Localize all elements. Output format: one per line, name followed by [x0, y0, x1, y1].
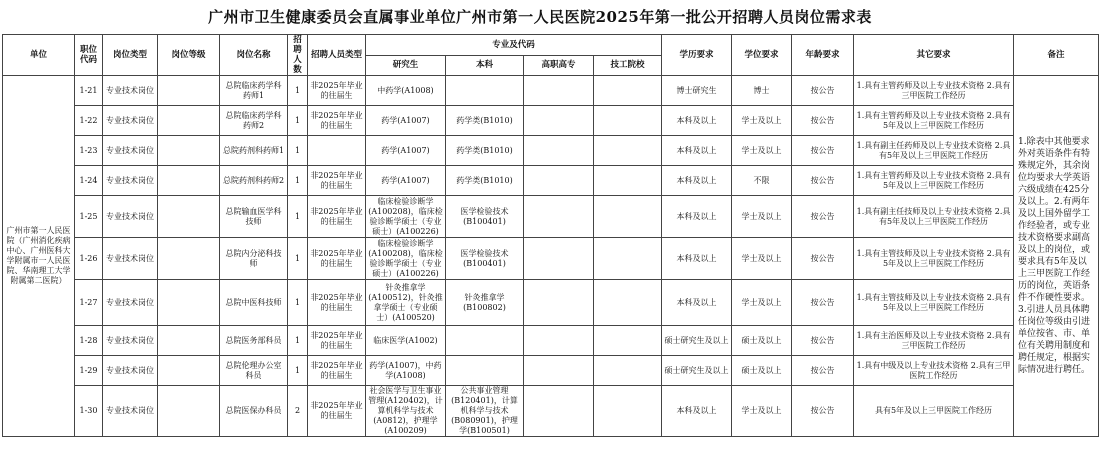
degree-cell: 学士及以上 [732, 196, 792, 238]
header-other: 其它要求 [854, 35, 1014, 76]
header-education: 学历要求 [662, 35, 732, 76]
education-cell: 硕士研究生及以上 [662, 356, 732, 386]
age-cell: 按公告 [792, 136, 854, 166]
undergrad-major-cell [446, 326, 524, 356]
graduate-major-cell: 药学(A1007) [366, 136, 446, 166]
post-name-cell: 总院医务部科员 [220, 326, 288, 356]
degree-cell: 学士及以上 [732, 106, 792, 136]
count-cell: 2 [288, 386, 308, 437]
degree-cell: 不限 [732, 166, 792, 196]
header-degree: 学位要求 [732, 35, 792, 76]
other-requirement-cell: 1.具有主管药师及以上专业技术资格 2.具有三甲医院工作经历 [854, 76, 1014, 106]
undergrad-major-cell: 针灸推拿学(B100802) [446, 280, 524, 326]
header-post-type: 岗位类型 [103, 35, 158, 76]
code-cell: 1-23 [75, 136, 103, 166]
technical-major-cell [594, 326, 662, 356]
education-cell: 本科及以上 [662, 166, 732, 196]
remark-cell: 1.除表中其他要求外对英语条件有特殊规定外，其余岗位均要求大学英语六级成绩在425分及以上。2.有两年及以上国外留学工作经验者，或专业技术资格要求副高及以上的岗位，或要求具有5年及以上三甲医院工作经历的岗位，英语条件不作硬性要求。3.引进人员具体聘任岗位等级由引进单位按省、市、单位有关聘用制度和聘任规定，根据实际情况进行聘任。 [1014, 76, 1099, 437]
post-type-cell: 专业技术岗位 [103, 238, 158, 280]
candidate-type-cell: 非2025年毕业的往届生 [308, 196, 366, 238]
education-cell: 本科及以上 [662, 386, 732, 437]
header-unit: 单位 [3, 35, 75, 76]
vocational-major-cell [524, 356, 594, 386]
table-row [3, 166, 1099, 196]
count-cell: 1 [288, 106, 308, 136]
age-cell: 按公告 [792, 238, 854, 280]
education-cell: 硕士研究生及以上 [662, 326, 732, 356]
count-cell: 1 [288, 356, 308, 386]
code-cell: 1-27 [75, 280, 103, 326]
count-cell: 1 [288, 76, 308, 106]
header-technical: 技工院校 [594, 55, 662, 76]
count-cell: 1 [288, 238, 308, 280]
graduate-major-cell: 社会医学与卫生事业管理(A120402)，计算机科学与技术(A0812)，护理学(A100209) [366, 386, 446, 437]
age-cell: 按公告 [792, 356, 854, 386]
degree-cell: 硕士及以上 [732, 356, 792, 386]
technical-major-cell [594, 196, 662, 238]
degree-cell: 博士 [732, 76, 792, 106]
age-cell: 按公告 [792, 76, 854, 106]
post-type-cell: 专业技术岗位 [103, 356, 158, 386]
graduate-major-cell: 中药学(A1008) [366, 76, 446, 106]
candidate-type-cell: 非2025年毕业的往届生 [308, 386, 366, 437]
education-cell: 博士研究生 [662, 76, 732, 106]
candidate-type-cell [308, 136, 366, 166]
undergrad-major-cell: 药学类(B1010) [446, 136, 524, 166]
candidate-type-cell: 非2025年毕业的往届生 [308, 280, 366, 326]
graduate-major-cell: 药学(A1007)，中药学(A1008) [366, 356, 446, 386]
post-name-cell: 总院临床药学科药师1 [220, 76, 288, 106]
post-type-cell: 专业技术岗位 [103, 76, 158, 106]
post-name-cell: 总院中医科技师 [220, 280, 288, 326]
count-cell: 1 [288, 166, 308, 196]
header-post-name: 岗位名称 [220, 35, 288, 76]
vocational-major-cell [524, 280, 594, 326]
code-cell: 1-30 [75, 386, 103, 437]
count-cell: 1 [288, 326, 308, 356]
vocational-major-cell [524, 136, 594, 166]
technical-major-cell [594, 136, 662, 166]
technical-major-cell [594, 238, 662, 280]
candidate-type-cell: 非2025年毕业的往届生 [308, 76, 366, 106]
other-requirement-cell: 1.具有主管药师及以上专业技术资格 2.具有5年及以上三甲医院工作经历 [854, 166, 1014, 196]
graduate-major-cell: 药学(A1007) [366, 106, 446, 136]
vocational-major-cell [524, 196, 594, 238]
post-name-cell: 总院临床药学科药师2 [220, 106, 288, 136]
age-cell: 按公告 [792, 386, 854, 437]
header-post-level: 岗位等级 [158, 35, 220, 76]
code-cell: 1-22 [75, 106, 103, 136]
candidate-type-cell: 非2025年毕业的往届生 [308, 106, 366, 136]
code-cell: 1-21 [75, 76, 103, 106]
post-level-cell [158, 196, 220, 238]
education-cell: 本科及以上 [662, 196, 732, 238]
header-code: 职位代码 [75, 35, 103, 76]
age-cell: 按公告 [792, 326, 854, 356]
other-requirement-cell: 1.具有主管技师及以上专业技术资格 2.具有5年及以上三甲医院工作经历 [854, 280, 1014, 326]
post-name-cell: 总院药剂科药师2 [220, 166, 288, 196]
other-requirement-cell: 具有5年及以上三甲医院工作经历 [854, 386, 1014, 437]
vocational-major-cell [524, 386, 594, 437]
education-cell: 本科及以上 [662, 136, 732, 166]
age-cell: 按公告 [792, 280, 854, 326]
vocational-major-cell [524, 106, 594, 136]
technical-major-cell [594, 76, 662, 106]
header-vocational: 高职高专 [524, 55, 594, 76]
undergrad-major-cell [446, 356, 524, 386]
count-cell: 1 [288, 196, 308, 238]
undergrad-major-cell [446, 76, 524, 106]
graduate-major-cell: 临床检验诊断学(A100208)，临床检验诊断学硕士（专业硕士）(A100226) [366, 196, 446, 238]
header-candidate-type: 招聘人员类型 [308, 35, 366, 76]
header-undergrad: 本科 [446, 55, 524, 76]
post-level-cell [158, 76, 220, 106]
page-title: 广州市卫生健康委员会直属事业单位广州市第一人民医院2025年第一批公开招聘人员岗位需求表 [208, 8, 872, 26]
count-cell: 1 [288, 136, 308, 166]
code-cell: 1-25 [75, 196, 103, 238]
vocational-major-cell [524, 326, 594, 356]
graduate-major-cell: 临床医学(A1002) [366, 326, 446, 356]
candidate-type-cell: 非2025年毕业的往届生 [308, 238, 366, 280]
table-row [3, 326, 1099, 356]
count-cell: 1 [288, 280, 308, 326]
undergrad-major-cell: 药学类(B1010) [446, 166, 524, 196]
vocational-major-cell [524, 238, 594, 280]
post-name-cell: 总院内分泌科技师 [220, 238, 288, 280]
table-row [3, 136, 1099, 166]
post-name-cell: 总院输血医学科技师 [220, 196, 288, 238]
undergrad-major-cell: 医学检验技术(B100401) [446, 196, 524, 238]
post-level-cell [158, 106, 220, 136]
code-cell: 1-26 [75, 238, 103, 280]
table-row [3, 356, 1099, 386]
table-row [3, 238, 1099, 280]
post-type-cell: 专业技术岗位 [103, 386, 158, 437]
graduate-major-cell: 临床检验诊断学(A100208)，临床检验诊断学硕士（专业硕士）(A100226) [366, 238, 446, 280]
age-cell: 按公告 [792, 196, 854, 238]
degree-cell: 学士及以上 [732, 238, 792, 280]
table-row [3, 196, 1099, 238]
degree-cell: 学士及以上 [732, 280, 792, 326]
table-row [3, 106, 1099, 136]
unit-name-cell: 广州市第一人民医院（广州消化疾病中心、广州医科大学附属市一人民医院、华南理工大学附属第二医院） [3, 76, 75, 437]
technical-major-cell [594, 356, 662, 386]
post-name-cell: 总院伦理办公室科员 [220, 356, 288, 386]
post-name-cell: 总院药剂科药师1 [220, 136, 288, 166]
post-level-cell [158, 386, 220, 437]
header-count: 招聘人数 [288, 35, 308, 76]
job-table [2, 34, 1099, 437]
other-requirement-cell: 1.具有副主任药师及以上专业技术资格 2.具有5年及以上三甲医院工作经历 [854, 136, 1014, 166]
graduate-major-cell: 药学(A1007) [366, 166, 446, 196]
post-level-cell [158, 136, 220, 166]
age-cell: 按公告 [792, 166, 854, 196]
post-type-cell: 专业技术岗位 [103, 136, 158, 166]
post-level-cell [158, 238, 220, 280]
other-requirement-cell: 1.具有主管技师及以上专业技术资格 2.具有5年及以上三甲医院工作经历 [854, 238, 1014, 280]
vocational-major-cell [524, 166, 594, 196]
post-level-cell [158, 326, 220, 356]
table-row [3, 386, 1099, 437]
post-level-cell [158, 356, 220, 386]
candidate-type-cell: 非2025年毕业的往届生 [308, 356, 366, 386]
post-type-cell: 专业技术岗位 [103, 196, 158, 238]
technical-major-cell [594, 166, 662, 196]
header-graduate: 研究生 [366, 55, 446, 76]
other-requirement-cell: 1.具有中级及以上专业技术资格 2.具有三甲医院工作经历 [854, 356, 1014, 386]
degree-cell: 学士及以上 [732, 386, 792, 437]
technical-major-cell [594, 280, 662, 326]
degree-cell: 硕士及以上 [732, 326, 792, 356]
post-type-cell: 专业技术岗位 [103, 326, 158, 356]
post-type-cell: 专业技术岗位 [103, 106, 158, 136]
education-cell: 本科及以上 [662, 106, 732, 136]
technical-major-cell [594, 106, 662, 136]
post-level-cell [158, 280, 220, 326]
code-cell: 1-29 [75, 356, 103, 386]
education-cell: 本科及以上 [662, 238, 732, 280]
technical-major-cell [594, 386, 662, 437]
undergrad-major-cell: 药学类(B1010) [446, 106, 524, 136]
header-major-group: 专业及代码 [366, 35, 662, 56]
code-cell: 1-28 [75, 326, 103, 356]
graduate-major-cell: 针灸推拿学(A100512)，针灸推拿学硕士（专业硕士）(A100520) [366, 280, 446, 326]
undergrad-major-cell: 医学检验技术(B100401) [446, 238, 524, 280]
table-row [3, 280, 1099, 326]
post-type-cell: 专业技术岗位 [103, 166, 158, 196]
other-requirement-cell: 1.具有主治医师及以上专业技术资格 2.具有三甲医院工作经历 [854, 326, 1014, 356]
post-name-cell: 总院医保办科员 [220, 386, 288, 437]
post-level-cell [158, 166, 220, 196]
undergrad-major-cell: 公共事业管理(B120401)，计算机科学与技术(B080901)，护理学(B100501) [446, 386, 524, 437]
education-cell: 本科及以上 [662, 280, 732, 326]
other-requirement-cell: 1.具有副主任技师及以上专业技术资格 2.具有5年及以上三甲医院工作经历 [854, 196, 1014, 238]
degree-cell: 学士及以上 [732, 136, 792, 166]
header-age: 年龄要求 [792, 35, 854, 76]
code-cell: 1-24 [75, 166, 103, 196]
candidate-type-cell: 非2025年毕业的往届生 [308, 326, 366, 356]
header-remark: 备注 [1014, 35, 1099, 76]
other-requirement-cell: 1.具有主管药师及以上专业技术资格 2.具有5年及以上三甲医院工作经历 [854, 106, 1014, 136]
age-cell: 按公告 [792, 106, 854, 136]
post-type-cell: 专业技术岗位 [103, 280, 158, 326]
candidate-type-cell: 非2025年毕业的往届生 [308, 166, 366, 196]
table-row [3, 76, 1099, 106]
vocational-major-cell [524, 76, 594, 106]
